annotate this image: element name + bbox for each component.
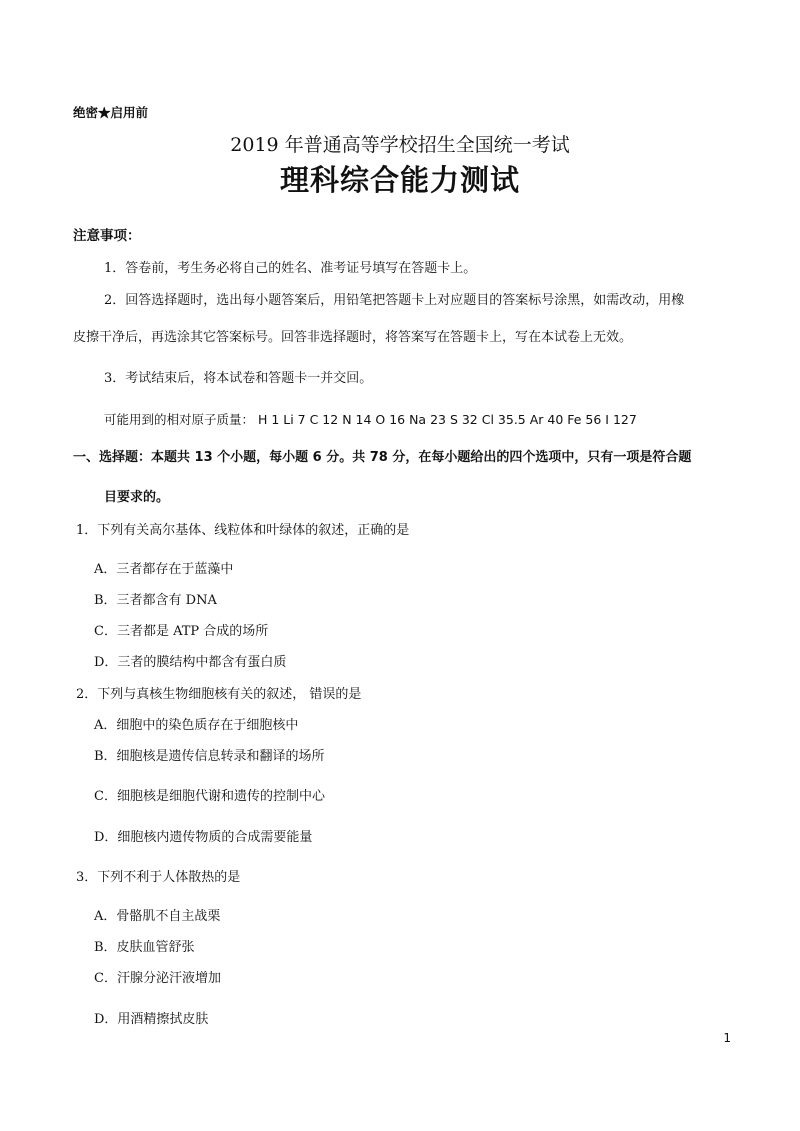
subject-title: 理科综合能力测试 <box>279 163 520 197</box>
page-number: 1 <box>723 1031 731 1045</box>
exam-title: 2019 年普通高等学校招生全国统一考试 <box>230 134 570 156</box>
section-heading: 一、选择题：本题共 13 个小题，每小题 6 分。共 78 分，在每小题给出的四个选项中，只有一项是符合题 <box>73 450 692 465</box>
question-2-option-c: C．细胞核是细胞代谢和遗传的控制中心 <box>94 789 325 804</box>
question-1-option-c: C．三者都是 ATP 合成的场所 <box>94 624 269 639</box>
question-3-option-d: D．用酒精擦拭皮肤 <box>94 1012 209 1027</box>
notice-heading: 注意事项： <box>73 228 141 244</box>
notice-item-2: 2．回答选择题时，选出每小题答案后，用铅笔把答题卡上对应题目的答案标号涂黑，如需改动，用橡 <box>104 293 685 308</box>
question-2-option-b: B．细胞核是遗传信息转录和翻译的场所 <box>94 749 325 764</box>
question-2-option-a: A．细胞中的染色质存在于细胞核中 <box>94 718 299 733</box>
question-3-option-a: A．骨骼肌不自主战栗 <box>94 909 221 924</box>
confidential-label: 绝密★启用前 <box>73 105 149 120</box>
notice-item-1: 1．答卷前，考生务必将自己的姓名、准考证号填写在答题卡上。 <box>104 261 477 276</box>
question-2-stem: 2．下列与真核生物细胞核有关的叙述， 错误的是 <box>76 687 362 702</box>
notice-item-2-cont: 皮擦干净后，再选涂其它答案标号。回答非选择题时，将答案写在答题卡上，写在本试卷上无效。 <box>73 330 633 345</box>
question-2-option-d: D．细胞核内遗传物质的合成需要能量 <box>94 830 313 845</box>
atomic-mass-line: 可能用到的相对原子质量： H 1 Li 7 C 12 N 14 O 16 Na 23 S 32 Cl 35.5 Ar 40 Fe 56 I 127 <box>104 412 637 427</box>
question-3-option-c: C．汗腺分泌汗液增加 <box>94 971 221 986</box>
notice-item-3: 3．考试结束后，将本试卷和答题卡一并交回。 <box>104 371 373 386</box>
question-3-stem: 3．下列不利于人体散热的是 <box>76 870 241 885</box>
question-1-stem: 1．下列有关高尔基体、线粒体和叶绿体的叙述，正确的是 <box>76 523 410 538</box>
section-heading-cont: 目要求的。 <box>104 490 170 505</box>
question-1-option-a: A．三者都存在于蓝藻中 <box>94 562 234 577</box>
question-1-option-d: D．三者的膜结构中都含有蛋白质 <box>94 655 287 670</box>
question-1-option-b: B．三者都含有 DNA <box>94 593 217 608</box>
question-3-option-b: B．皮肤血管舒张 <box>94 940 195 955</box>
